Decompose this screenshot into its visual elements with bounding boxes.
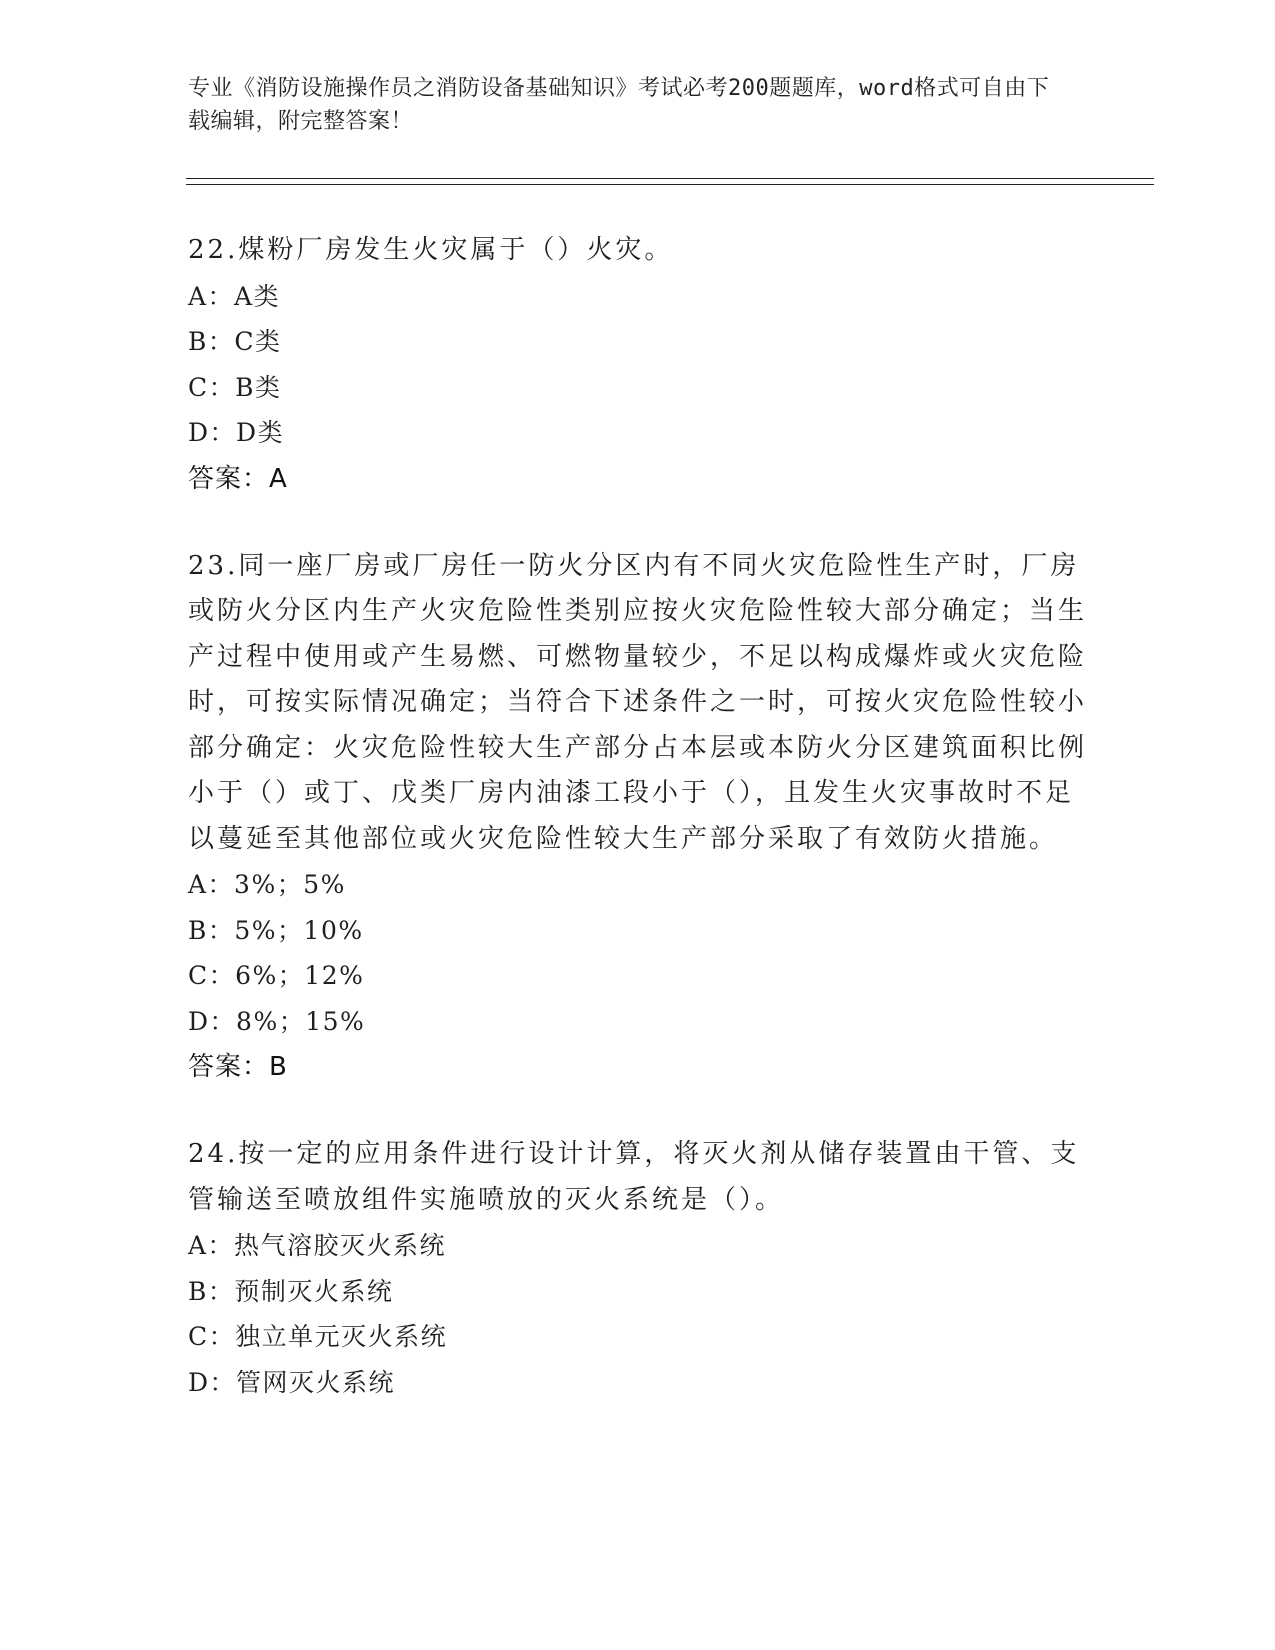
answer: 答案：A: [188, 463, 288, 494]
option-d: D：管网灭火系统: [188, 1367, 396, 1397]
option-d: D：8%；15%: [188, 1006, 366, 1036]
question-stem: 24.按一定的应用条件进行设计计算，将灭火剂从储存装置由干管、支管输送至喷放组件实施喷放的灭火系统是（）。: [188, 1139, 1080, 1215]
question-23: [188, 544, 1088, 1091]
question-stem: 23.同一座厂房或厂房任一防火分区内有不同火灾危险性生产时，厂房或防火分区内生产火灾危险性类别应按火灾危险性较大部分确定；当生产过程中使用或产生易燃、可燃物量较少，不足以构成爆炸或火灾危险时，可按实际情况确定；当符合下述条件之一时，可按火灾危险性较小部分确定：火灾危险性较大生产部分占本层或本防火分区建筑面积比例小于（）或丁、戊类厂房内油漆工段小于（），且发生火灾事故时不足以蔓延至其他部位或火灾危险性较大生产部分采取了有效防火措施。: [188, 550, 1088, 854]
option-a: A：A类: [188, 281, 281, 311]
question-stem: 22.煤粉厂房发生火灾属于（）火灾。: [188, 235, 674, 265]
option-a: A：热气溶胶灭火系统: [188, 1231, 447, 1260]
option-a: A：3%；5%: [188, 870, 346, 899]
option-d: D：D类: [188, 418, 285, 447]
option-c: C：B类: [188, 372, 282, 402]
answer: 答案：B: [188, 1052, 288, 1082]
question-22: [188, 228, 1088, 502]
option-c: C：6%；12%: [188, 961, 365, 990]
option-c: C：独立单元灭火系统: [188, 1322, 448, 1351]
header-divider: [186, 178, 1154, 185]
option-b: B：C类: [188, 327, 282, 356]
option-b: B：5%；10%: [188, 915, 364, 945]
option-b: B：预制灭火系统: [188, 1276, 394, 1306]
question-24: [188, 1132, 1088, 1405]
document-header: 专业《消防设施操作员之消防设备基础知识》考试必考200题题库，word格式可自由下载编辑，附完整答案！: [188, 76, 1050, 134]
question-list: [188, 228, 1088, 1447]
